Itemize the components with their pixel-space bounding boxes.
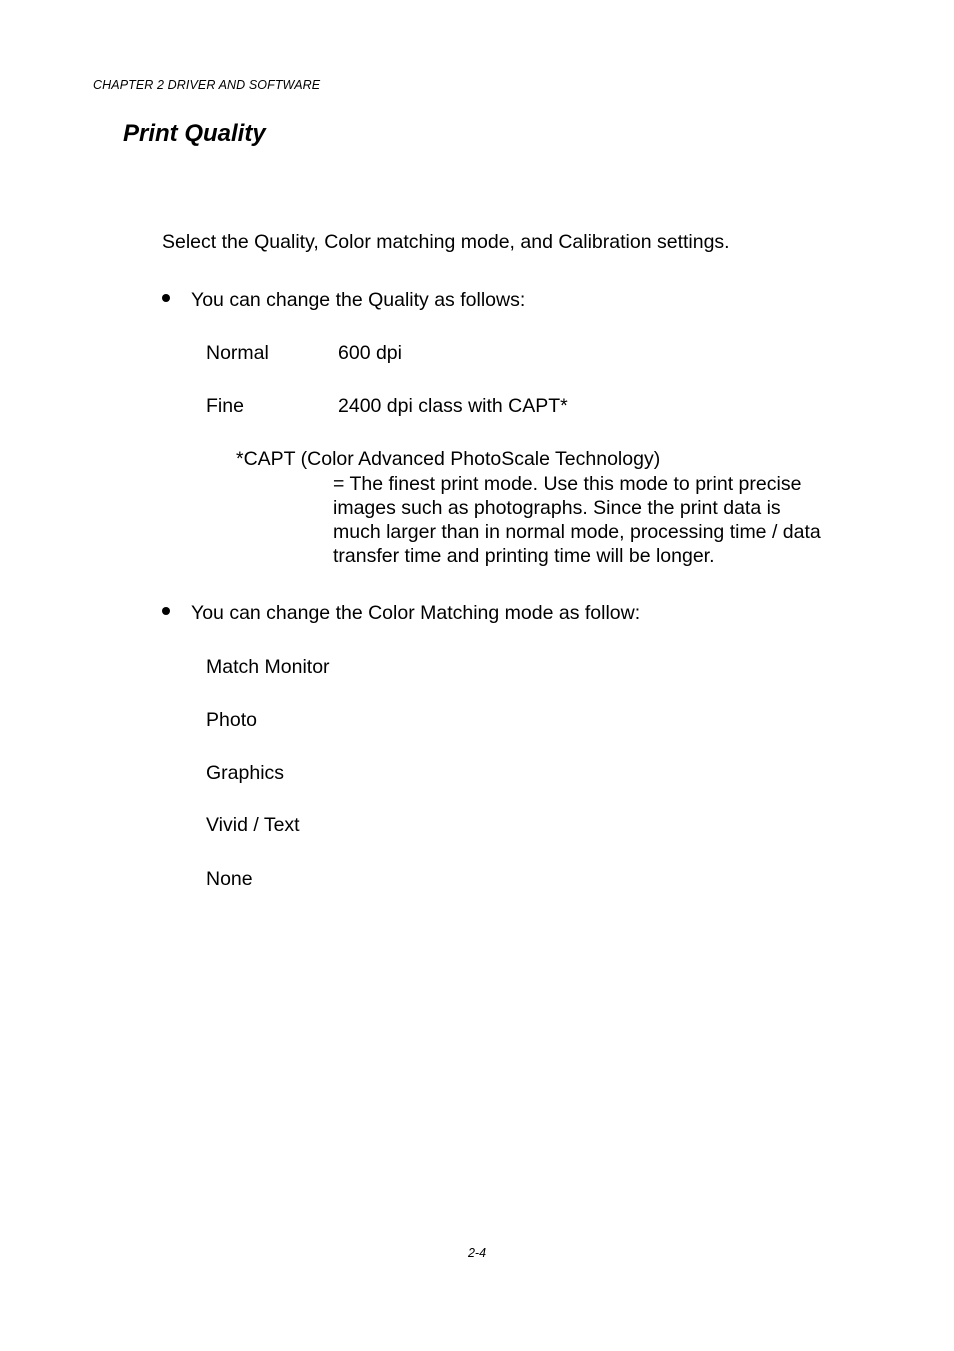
quality-option-name: Fine xyxy=(206,395,244,417)
capt-footnote-description xyxy=(333,472,873,568)
page-number: 2-4 xyxy=(467,1246,487,1260)
page-title: Print Quality xyxy=(123,120,266,147)
bullet-icon xyxy=(162,607,170,615)
bullet-icon xyxy=(162,294,170,302)
color-mode-item: Graphics xyxy=(206,762,285,784)
footnote-line: transfer time and printing time will be longer. xyxy=(333,545,715,567)
color-mode-item: Photo xyxy=(206,709,257,731)
color-mode-item: None xyxy=(206,868,253,890)
color-mode-item: Vivid / Text xyxy=(206,814,300,836)
quality-option-name: Normal xyxy=(206,342,269,364)
footnote-line: much larger than in normal mode, processing time / data xyxy=(333,521,821,543)
intro-paragraph: Select the Quality, Color matching mode, and Calibration settings. xyxy=(162,231,730,253)
chapter-header: CHAPTER 2 DRIVER AND SOFTWARE xyxy=(93,78,321,92)
color-mode-item: Match Monitor xyxy=(206,656,330,678)
color-bullet-text: You can change the Color Matching mode as follow: xyxy=(191,602,641,624)
footnote-line: = The finest print mode. Use this mode to print precise xyxy=(333,473,802,495)
capt-footnote-title: *CAPT (Color Advanced PhotoScale Technology) xyxy=(236,448,661,470)
quality-option-value: 600 dpi xyxy=(338,342,402,364)
footnote-line: images such as photographs. Since the print data is xyxy=(333,497,781,519)
quality-bullet-text: You can change the Quality as follows: xyxy=(191,289,526,311)
quality-option-value: 2400 dpi class with CAPT* xyxy=(338,395,568,417)
